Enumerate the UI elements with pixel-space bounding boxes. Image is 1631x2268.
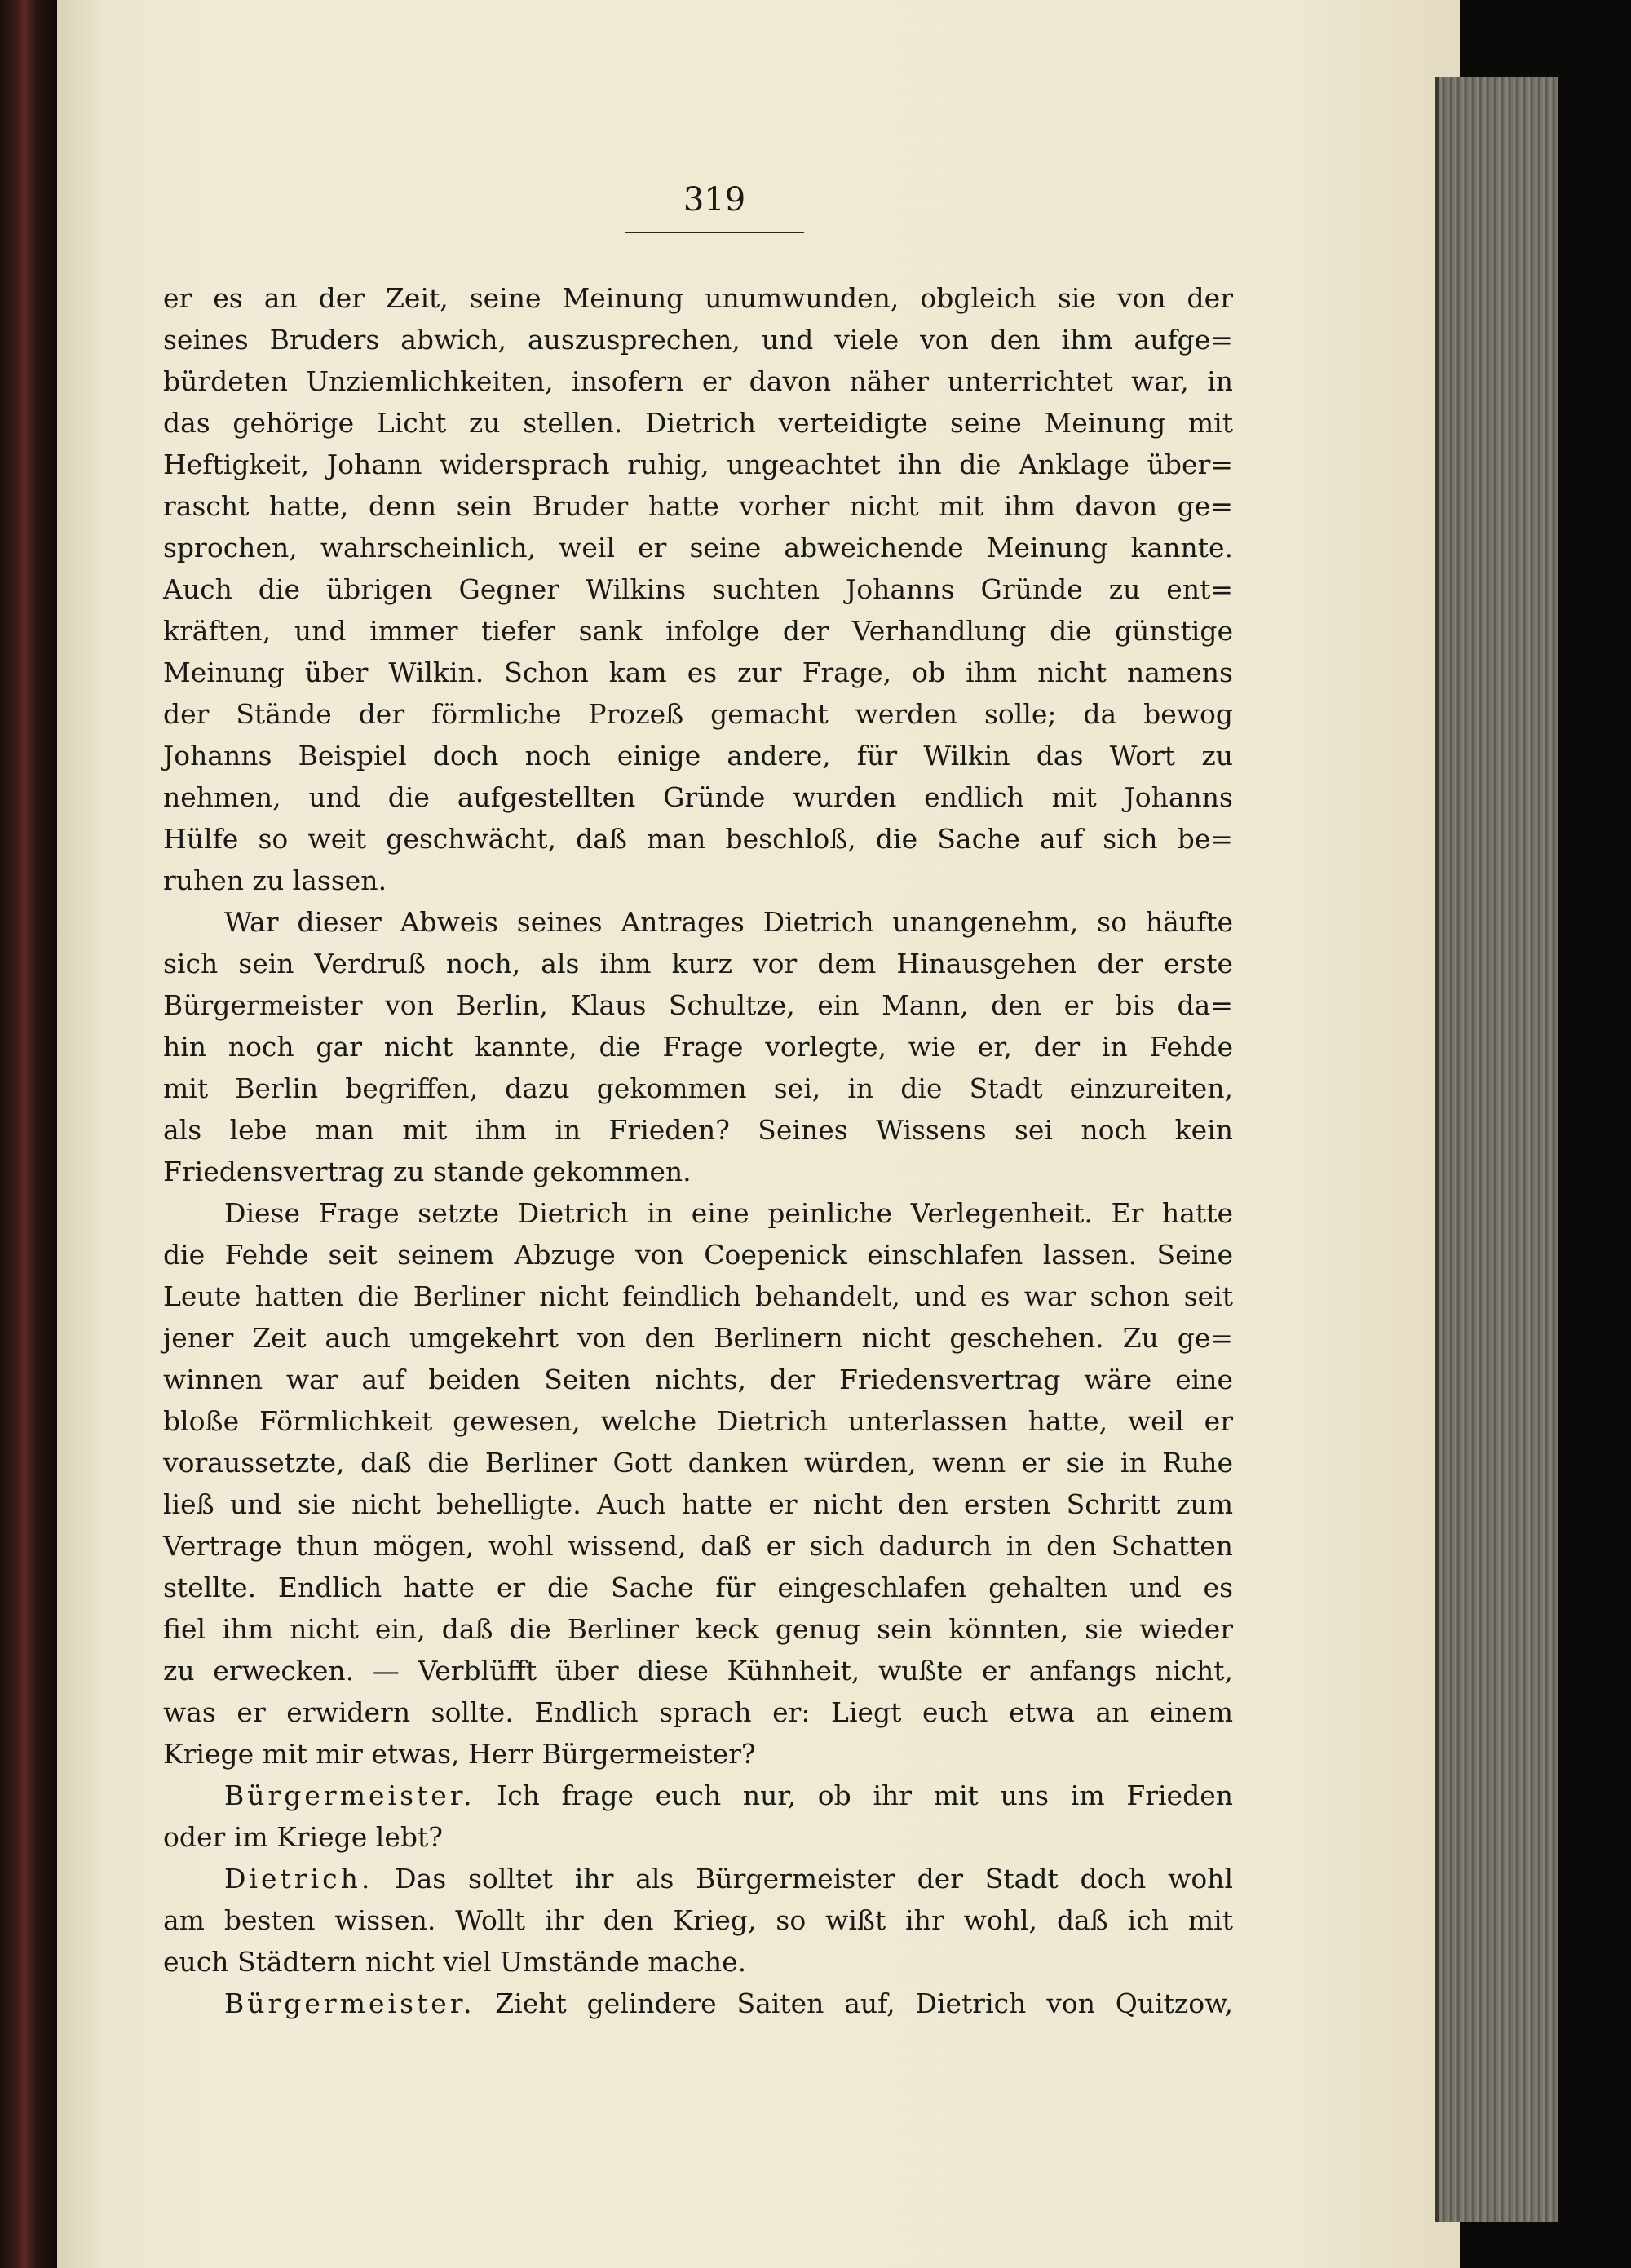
- line-text: nehmen, und die aufgestellten Gründe wurden endlich mit Johanns: [163, 781, 1233, 813]
- line-text: hin noch gar nicht kannte, die Frage vorlegte, wie er, der in Fehde: [163, 1031, 1233, 1063]
- line-text: bloße Förmlichkeit gewesen, welche Dietrich unterlassen hatte, weil er: [163, 1405, 1233, 1437]
- text-line: [163, 1400, 1233, 1442]
- text-line: [163, 776, 1233, 818]
- text-line: [163, 943, 1233, 984]
- text-line: [163, 402, 1233, 444]
- header-rule: [625, 232, 804, 233]
- text-line: [163, 735, 1233, 776]
- text-line: [163, 1234, 1233, 1275]
- text-line: [163, 860, 1233, 901]
- line-text: er es an der Zeit, seine Meinung unumwunden, obgleich sie von der: [163, 282, 1233, 314]
- text-line: [163, 1941, 1233, 1983]
- text-line: [163, 1483, 1233, 1525]
- line-text: winnen war auf beiden Seiten nichts, der Friedensvertrag wäre eine: [163, 1364, 1233, 1395]
- text-line: [163, 360, 1233, 402]
- line-text: stellte. Endlich hatte er die Sache für eingeschlafen gehalten und es: [163, 1572, 1233, 1603]
- line-text: das gehörige Licht zu stellen. Dietrich verteidigte seine Meinung mit: [163, 407, 1233, 439]
- text-line: [163, 1608, 1233, 1650]
- line-text: Bürgermeister von Berlin, Klaus Schultze, ein Mann, den er bis da=: [163, 989, 1233, 1021]
- speaker-name: Dietrich.: [224, 1863, 373, 1894]
- text-line: [163, 1317, 1233, 1359]
- body-text: [163, 277, 1233, 2024]
- speaker-name: Bürgermeister.: [224, 1987, 475, 2019]
- line-text: sprochen, wahrscheinlich, weil er seine abweichende Meinung kannte.: [163, 532, 1233, 564]
- line-text: Ich frage euch nur, ob ihr mit uns im Frieden: [475, 1779, 1233, 1811]
- text-line: [163, 1567, 1233, 1608]
- line-text: Zieht gelindere Saiten auf, Dietrich von Quitzow,: [475, 1987, 1233, 2019]
- line-text: Das solltet ihr als Bürgermeister der Stadt doch wohl: [373, 1863, 1233, 1894]
- line-text: Kriege mit mir etwas, Herr Bürgermeister?: [163, 1738, 756, 1770]
- book-binding-left: [0, 0, 57, 2268]
- line-text: Heftigkeit, Johann widersprach ruhig, ungeachtet ihn die Anklage über=: [163, 449, 1233, 480]
- line-text: Johanns Beispiel doch noch einige andere, für Wilkin das Wort zu: [163, 740, 1233, 771]
- text-line: [163, 568, 1233, 610]
- text-line: [163, 1151, 1233, 1192]
- text-line: [163, 1359, 1233, 1400]
- line-text: die Fehde seit seinem Abzuge von Coepenick einschlafen lassen. Seine: [163, 1239, 1233, 1271]
- text-line: [163, 818, 1233, 860]
- text-line: [163, 1192, 1233, 1234]
- line-text: Meinung über Wilkin. Schon kam es zur Frage, ob ihm nicht namens: [163, 657, 1233, 688]
- speaker-name: Bürgermeister.: [224, 1779, 475, 1811]
- text-line: [163, 319, 1233, 360]
- line-text: Friedensvertrag zu stande gekommen.: [163, 1156, 692, 1187]
- line-text: sich sein Verdruß noch, als ihm kurz vor dem Hinausgehen der erste: [163, 948, 1233, 979]
- background-right: [1558, 0, 1631, 2268]
- text-line: [163, 693, 1233, 735]
- line-text: oder im Kriege lebt?: [163, 1821, 443, 1853]
- line-text: mit Berlin begriffen, dazu gekommen sei, in die Stadt einzureiten,: [163, 1072, 1233, 1104]
- line-text: ruhen zu lassen.: [163, 864, 387, 896]
- text-line: [163, 1858, 1233, 1899]
- text-line: [163, 527, 1233, 568]
- line-text: als lebe man mit ihm in Frieden? Seines Wissens sei noch kein: [163, 1114, 1233, 1146]
- text-line: [163, 1068, 1233, 1109]
- text-line: [163, 444, 1233, 485]
- text-line: [163, 1275, 1233, 1317]
- line-text: am besten wissen. Wollt ihr den Krieg, so wißt ihr wohl, daß ich mit: [163, 1904, 1233, 1936]
- line-text: was er erwidern sollte. Endlich sprach er: Liegt euch etwa an einem: [163, 1696, 1233, 1728]
- line-text: Vertrage thun mögen, wohl wissend, daß er sich dadurch in den Schatten: [163, 1530, 1233, 1562]
- text-line: [163, 1899, 1233, 1941]
- line-text: fiel ihm nicht ein, daß die Berliner keck genug sein könnten, sie wieder: [163, 1613, 1233, 1645]
- text-line: [163, 485, 1233, 527]
- line-text: ließ und sie nicht behelligte. Auch hatte er nicht den ersten Schritt zum: [163, 1488, 1233, 1520]
- line-text: der Stände der förmliche Prozeß gemacht werden solle; da bewog: [163, 698, 1233, 730]
- text-line: [163, 1816, 1233, 1858]
- text-line: [163, 652, 1233, 693]
- line-text: rascht hatte, denn sein Bruder hatte vorher nicht mit ihm davon ge=: [163, 490, 1233, 522]
- page-edges: [1435, 77, 1561, 2222]
- text-line: [163, 1525, 1233, 1567]
- text-line: [163, 277, 1233, 319]
- line-text: Leute hatten die Berliner nicht feindlich behandelt, und es war schon seit: [163, 1280, 1233, 1312]
- text-line: [163, 901, 1233, 943]
- line-text: kräften, und immer tiefer sank infolge der Verhandlung die günstige: [163, 615, 1233, 647]
- line-text: euch Städtern nicht viel Umstände mache.: [163, 1946, 747, 1978]
- page-number: 319: [683, 181, 746, 219]
- line-text: jener Zeit auch umgekehrt von den Berlinern nicht geschehen. Zu ge=: [163, 1322, 1233, 1354]
- line-text: Auch die übrigen Gegner Wilkins suchten Johanns Gründe zu ent=: [163, 573, 1233, 605]
- line-text: Hülfe so weit geschwächt, daß man beschloß, die Sache auf sich be=: [163, 823, 1233, 855]
- line-text: voraussetzte, daß die Berliner Gott danken würden, wenn er sie in Ruhe: [163, 1447, 1233, 1479]
- line-text: bürdeten Unziemlichkeiten, insofern er davon näher unterrichtet war, in: [163, 365, 1233, 397]
- text-line: [163, 984, 1233, 1026]
- line-text: zu erwecken. — Verblüfft über diese Kühnheit, wußte er anfangs nicht,: [163, 1655, 1233, 1687]
- text-line: [163, 1109, 1233, 1151]
- text-line: [163, 1775, 1233, 1816]
- text-line: [163, 1650, 1233, 1691]
- text-line: [163, 1983, 1233, 2024]
- text-line: [163, 610, 1233, 652]
- text-line: [163, 1026, 1233, 1068]
- line-text: War dieser Abweis seines Antrages Dietrich unangenehm, so häufte: [224, 906, 1233, 938]
- line-text: Diese Frage setzte Dietrich in eine peinliche Verlegenheit. Er hatte: [224, 1197, 1233, 1229]
- line-text: seines Bruders abwich, auszusprechen, und viele von den ihm aufge=: [163, 324, 1233, 356]
- text-line: [163, 1442, 1233, 1483]
- text-line: [163, 1733, 1233, 1775]
- text-line: [163, 1691, 1233, 1733]
